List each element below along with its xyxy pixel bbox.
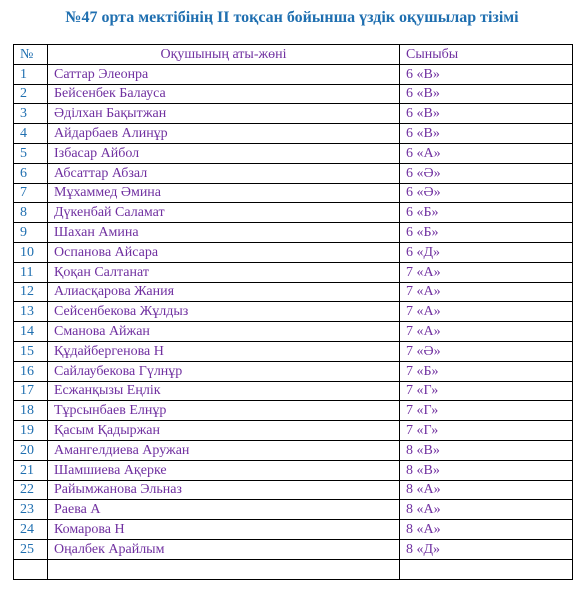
table-row <box>14 460 573 480</box>
row-number: 1 <box>14 64 48 84</box>
row-number: 15 <box>14 341 48 361</box>
student-class: 6 «В» <box>400 104 573 124</box>
student-name: Сейсенбекова Жұлдыз <box>48 302 400 322</box>
row-number: 8 <box>14 203 48 223</box>
student-name: Комарова Н <box>48 520 400 540</box>
table-row <box>14 421 573 441</box>
student-class: 6 «В» <box>400 84 573 104</box>
student-class: 8 «А» <box>400 480 573 500</box>
student-name: Амангелдиева Аружан <box>48 440 400 460</box>
student-class: 8 «В» <box>400 440 573 460</box>
student-class: 7 «Г» <box>400 421 573 441</box>
row-number: 21 <box>14 460 48 480</box>
row-number: 20 <box>14 440 48 460</box>
row-number: 22 <box>14 480 48 500</box>
row-number: 6 <box>14 163 48 183</box>
row-number: 18 <box>14 401 48 421</box>
student-name: Бейсенбек Балауса <box>48 84 400 104</box>
table-row <box>14 361 573 381</box>
student-name: Тұрсынбаев Елнұр <box>48 401 400 421</box>
table-row <box>14 163 573 183</box>
row-number <box>14 559 48 579</box>
table-row <box>14 401 573 421</box>
student-name: Саттар Элеонра <box>48 64 400 84</box>
table-row <box>14 520 573 540</box>
student-class: 7 «Ә» <box>400 341 573 361</box>
student-name: Қасым Қадыржан <box>48 421 400 441</box>
student-class: 7 «Б» <box>400 361 573 381</box>
student-class: 7 «Г» <box>400 381 573 401</box>
student-class: 6 «Ә» <box>400 183 573 203</box>
student-name: Айдарбаев Алинұр <box>48 124 400 144</box>
row-number: 3 <box>14 104 48 124</box>
row-number: 2 <box>14 84 48 104</box>
table-row <box>14 104 573 124</box>
table-row <box>14 381 573 401</box>
student-name: Раева А <box>48 500 400 520</box>
student-class: 7 «А» <box>400 302 573 322</box>
student-name: Сайлаубекова Гүлнұр <box>48 361 400 381</box>
student-name: Ізбасар Айбол <box>48 143 400 163</box>
table-header-row <box>14 45 573 65</box>
row-number: 5 <box>14 143 48 163</box>
student-name: Мұхаммед Әмина <box>48 183 400 203</box>
row-number: 13 <box>14 302 48 322</box>
row-number: 19 <box>14 421 48 441</box>
row-number: 23 <box>14 500 48 520</box>
table-row <box>14 322 573 342</box>
students-table <box>13 44 573 580</box>
student-class: 8 «А» <box>400 520 573 540</box>
row-number: 17 <box>14 381 48 401</box>
student-name: Алиасқарова Жания <box>48 282 400 302</box>
row-number: 9 <box>14 223 48 243</box>
table-row <box>14 223 573 243</box>
student-class: 6 «Б» <box>400 203 573 223</box>
student-name: Сманова Айжан <box>48 322 400 342</box>
student-class <box>400 559 573 579</box>
table-row <box>14 302 573 322</box>
student-name: Райымжанова Эльназ <box>48 480 400 500</box>
table-row <box>14 242 573 262</box>
table-row <box>14 124 573 144</box>
student-name: Абсаттар Абзал <box>48 163 400 183</box>
row-number: 4 <box>14 124 48 144</box>
student-class: 7 «А» <box>400 282 573 302</box>
table-row <box>14 539 573 559</box>
header-student-name: Оқушының аты-жөні <box>48 45 400 65</box>
row-number: 16 <box>14 361 48 381</box>
student-name: Әділхан Бақытжан <box>48 104 400 124</box>
student-class: 8 «А» <box>400 500 573 520</box>
student-class: 6 «А» <box>400 143 573 163</box>
student-name: Оңалбек Арайлым <box>48 539 400 559</box>
table-row <box>14 500 573 520</box>
student-class: 7 «А» <box>400 262 573 282</box>
student-name: Құдайбергенова Н <box>48 341 400 361</box>
table-body <box>14 64 573 579</box>
student-name: Дүкенбай Саламат <box>48 203 400 223</box>
table-row <box>14 341 573 361</box>
student-class: 7 «Г» <box>400 401 573 421</box>
student-class: 6 «Д» <box>400 242 573 262</box>
row-number: 12 <box>14 282 48 302</box>
row-number: 24 <box>14 520 48 540</box>
student-class: 7 «А» <box>400 322 573 342</box>
student-name: Шахан Амина <box>48 223 400 243</box>
table-row <box>14 203 573 223</box>
student-class: 6 «Б» <box>400 223 573 243</box>
student-class: 6 «В» <box>400 64 573 84</box>
table-row <box>14 84 573 104</box>
table-row <box>14 559 573 579</box>
table-row <box>14 143 573 163</box>
student-name: Есжанқызы Еңлік <box>48 381 400 401</box>
row-number: 14 <box>14 322 48 342</box>
student-name: Шамшиева Ақерке <box>48 460 400 480</box>
table-row <box>14 183 573 203</box>
table-row <box>14 282 573 302</box>
student-name <box>48 559 400 579</box>
student-class: 8 «В» <box>400 460 573 480</box>
row-number: 25 <box>14 539 48 559</box>
student-name: Оспанова Айсара <box>48 242 400 262</box>
row-number: 11 <box>14 262 48 282</box>
student-class: 8 «Д» <box>400 539 573 559</box>
table-row <box>14 440 573 460</box>
document-title: №47 орта мектібінің ІІ тоқсан бойынша үздік оқушылар тізімі <box>65 9 519 26</box>
table-row <box>14 480 573 500</box>
header-class: Сыныбы <box>400 45 573 65</box>
student-class: 6 «В» <box>400 124 573 144</box>
table-row <box>14 64 573 84</box>
student-name: Қоқан Салтанат <box>48 262 400 282</box>
row-number: 7 <box>14 183 48 203</box>
table-row <box>14 262 573 282</box>
header-number: № <box>14 45 48 65</box>
student-class: 6 «Ә» <box>400 163 573 183</box>
row-number: 10 <box>14 242 48 262</box>
